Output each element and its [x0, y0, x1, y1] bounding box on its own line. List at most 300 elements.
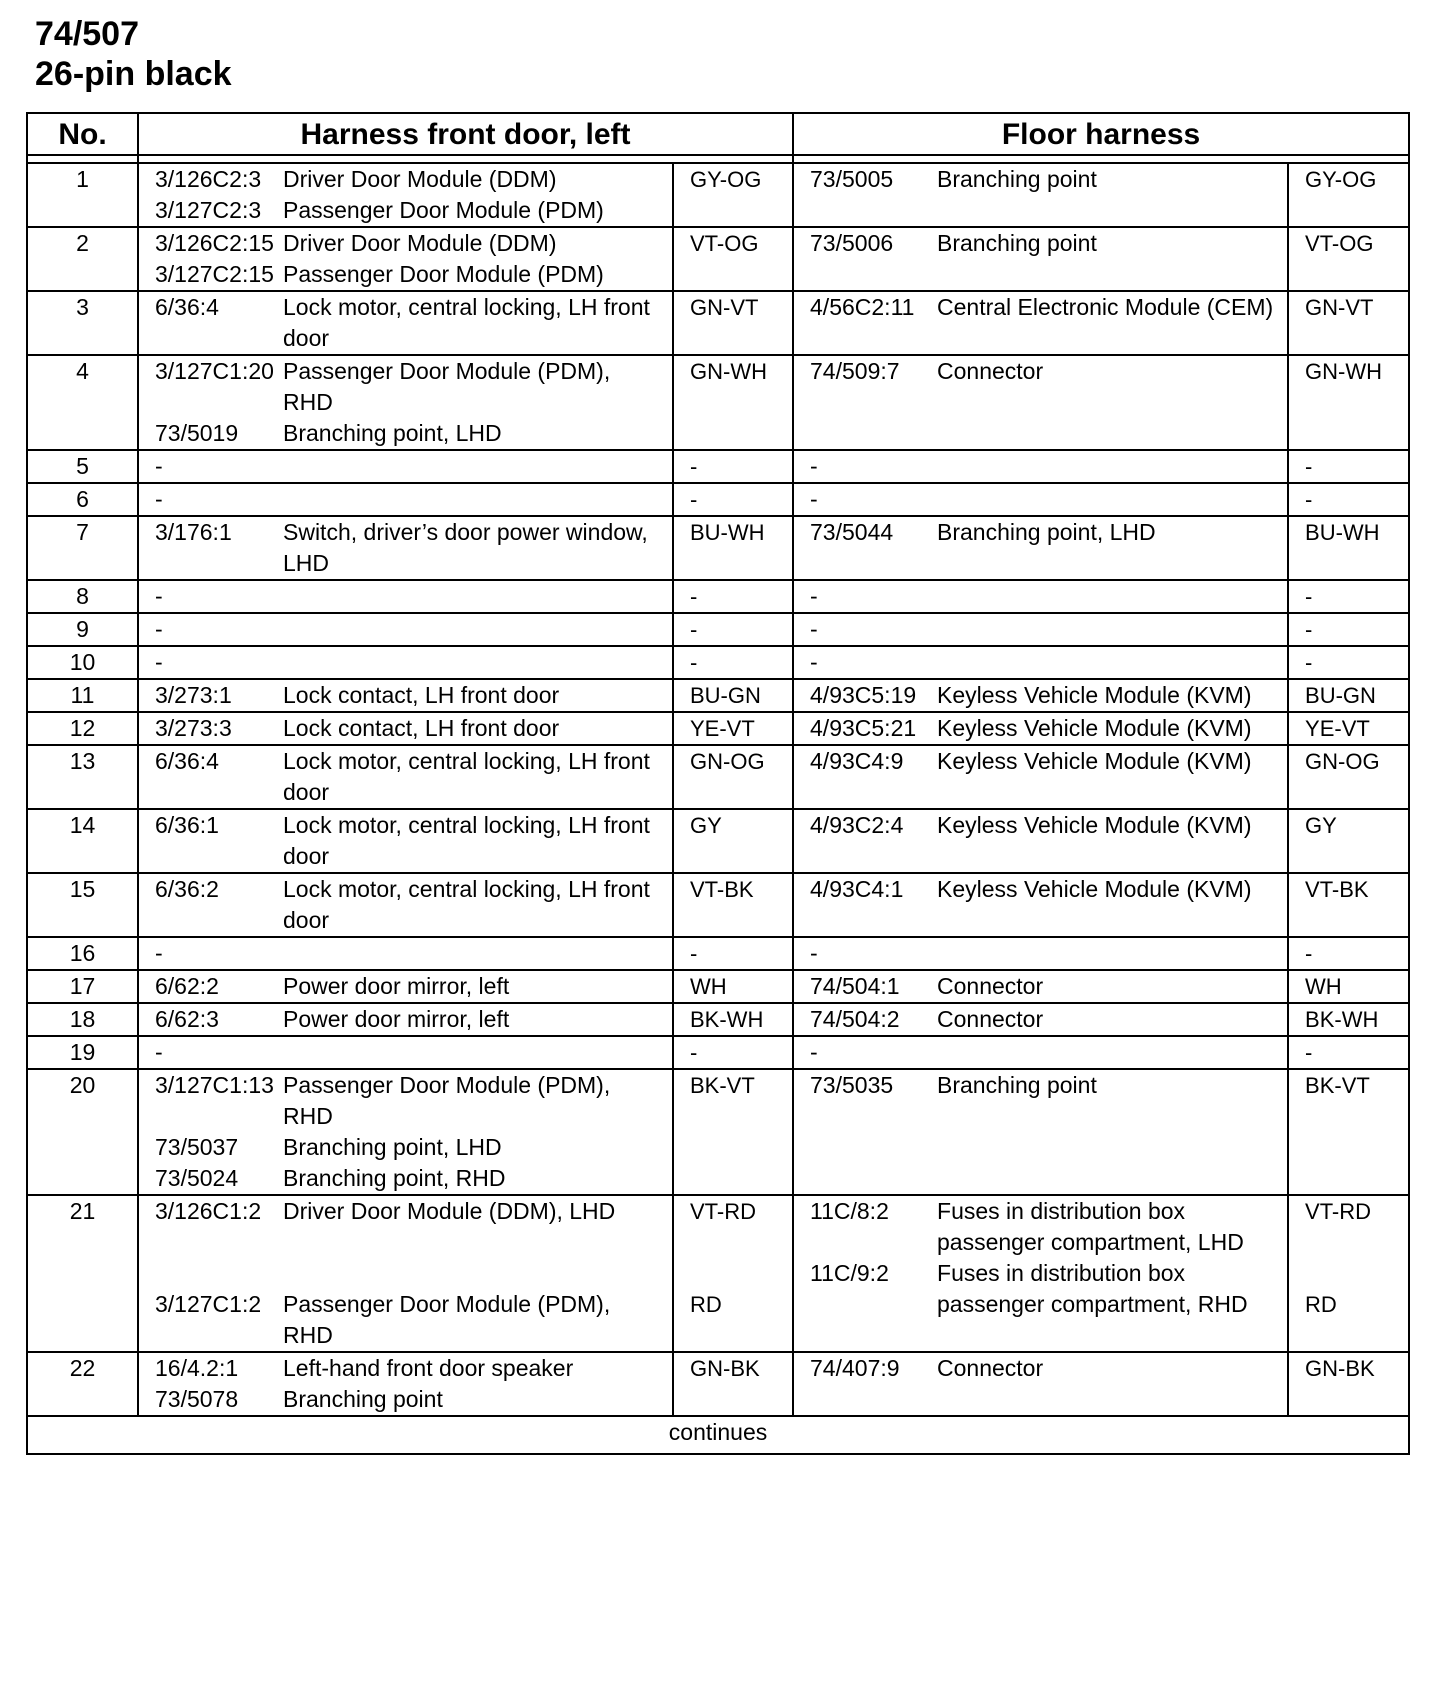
component-desc: Driver Door Module (DDM) [283, 166, 557, 192]
right-entries [793, 873, 1288, 937]
left-color-cell [673, 291, 793, 355]
entry-line [794, 451, 1287, 482]
wire-color: GN-VT [690, 295, 759, 320]
entry-line [139, 164, 672, 195]
component-desc [937, 1037, 1287, 1068]
entry-line [139, 484, 672, 515]
entry-line [139, 680, 672, 711]
component-desc: Keyless Vehicle Module (KVM) [937, 715, 1252, 741]
table-row [27, 580, 1409, 613]
component-code: 73/5005 [810, 166, 894, 192]
component-desc: Power door mirror, left [283, 973, 510, 999]
table-row [27, 1352, 1409, 1416]
component-desc: Connector [937, 1355, 1044, 1381]
table-row [27, 483, 1409, 516]
right-color-cell [1288, 163, 1409, 227]
left-color-cell [673, 937, 793, 970]
component-code: 3/273:1 [155, 682, 232, 708]
wire-color: GN-WH [690, 359, 767, 384]
left-color-cell [673, 1352, 793, 1416]
wire-color: GY-OG [690, 167, 762, 192]
component-code: - [155, 1039, 163, 1065]
component-code: 3/127C2:3 [155, 197, 262, 223]
right-entries [793, 745, 1288, 809]
right-entries [793, 227, 1288, 291]
wire-color: VT-BK [1305, 877, 1369, 902]
left-color-cell [673, 227, 793, 291]
wire-color: - [690, 617, 698, 642]
wire-color: - [690, 650, 698, 675]
entry-line [139, 938, 672, 969]
wire-color: GN-VT [1305, 295, 1374, 320]
right-color-cell [1288, 679, 1409, 712]
right-color-cell [1288, 227, 1409, 291]
entry-line [139, 971, 672, 1002]
left-color-cell [673, 1036, 793, 1069]
right-color-cell [1288, 613, 1409, 646]
entry-line [794, 581, 1287, 612]
pin-number: 11 [27, 679, 138, 712]
table-row [27, 1036, 1409, 1069]
wire-color: VT-RD [1305, 1199, 1372, 1224]
component-code: 74/407:9 [810, 1355, 900, 1381]
component-desc: Keyless Vehicle Module (KVM) [937, 682, 1252, 708]
entry-line [139, 259, 672, 290]
component-desc: Lock motor, central locking, LH front door [283, 748, 650, 805]
left-color-cell [673, 613, 793, 646]
table-body [27, 163, 1409, 1416]
pin-number: 8 [27, 580, 138, 613]
wire-color: GN-OG [1305, 749, 1380, 774]
pin-number: 5 [27, 450, 138, 483]
left-entries [138, 1036, 673, 1069]
entry-line [794, 484, 1287, 515]
entry-line [794, 614, 1287, 645]
component-code: 3/126C2:15 [155, 230, 274, 256]
table-row [27, 355, 1409, 450]
left-entries [138, 227, 673, 291]
right-entries [793, 516, 1288, 580]
entry-line [139, 713, 672, 744]
component-code: 3/176:1 [155, 519, 232, 545]
right-color-cell [1288, 483, 1409, 516]
table-row [27, 1003, 1409, 1036]
table-row [27, 1069, 1409, 1195]
wire-color: VT-RD [690, 1199, 756, 1224]
wire-color: BU-WH [690, 520, 765, 545]
component-code: 6/62:2 [155, 973, 219, 999]
table-row [27, 163, 1409, 227]
wire-color: BK-VT [1305, 1073, 1370, 1098]
component-code: - [810, 486, 818, 512]
pin-number: 2 [27, 227, 138, 291]
component-desc: Passenger Door Module (PDM), RHD [283, 358, 611, 415]
entry-line [139, 418, 672, 449]
connector-id: 74/507 [35, 15, 139, 53]
left-entries [138, 646, 673, 679]
right-color-cell [1288, 970, 1409, 1003]
left-entries [138, 355, 673, 450]
left-color-cell [673, 450, 793, 483]
spacer-line [1289, 1258, 1408, 1289]
component-desc [283, 938, 672, 969]
right-color-cell [1288, 1195, 1409, 1352]
component-desc: Branching point [937, 166, 1097, 192]
component-code: - [155, 616, 163, 642]
component-code: 73/5044 [810, 519, 894, 545]
right-color-cell [1288, 291, 1409, 355]
left-entries [138, 516, 673, 580]
table-row [27, 873, 1409, 937]
right-color-cell [1288, 580, 1409, 613]
left-entries [138, 291, 673, 355]
wire-color: WH [690, 974, 727, 999]
component-desc: Central Electronic Module (CEM) [937, 294, 1274, 320]
wire-color: RD [690, 1292, 722, 1317]
pin-table [26, 112, 1410, 1455]
component-desc: Branching point [283, 1386, 443, 1412]
component-code: 4/93C2:4 [810, 812, 904, 838]
entry-line [794, 1037, 1287, 1068]
component-code: 74/504:2 [810, 1006, 900, 1032]
wire-color: GY-OG [1305, 167, 1377, 192]
left-entries [138, 613, 673, 646]
wire-color: RD [1305, 1292, 1337, 1317]
right-color-cell [1288, 516, 1409, 580]
right-color-cell [1288, 1352, 1409, 1416]
left-color-cell [673, 1003, 793, 1036]
pin-number: 10 [27, 646, 138, 679]
component-code: 4/93C5:21 [810, 715, 917, 741]
right-color-cell [1288, 937, 1409, 970]
component-code: - [155, 649, 163, 675]
component-desc: Keyless Vehicle Module (KVM) [937, 748, 1252, 774]
component-code: 11C/8:2 [810, 1198, 889, 1224]
left-color-cell [673, 163, 793, 227]
table-row [27, 1195, 1409, 1352]
right-entries [793, 646, 1288, 679]
component-desc [283, 484, 672, 515]
right-color-cell [1288, 1036, 1409, 1069]
component-code: 3/127C1:2 [155, 1291, 262, 1317]
component-code: - [155, 486, 163, 512]
wire-color: - [1305, 1040, 1313, 1065]
entry-line [794, 647, 1287, 678]
entry-line [139, 1004, 672, 1035]
left-entries [138, 1352, 673, 1416]
component-desc: Branching point, LHD [283, 420, 502, 446]
wire-color: - [690, 487, 698, 512]
table-row [27, 970, 1409, 1003]
right-color-cell [1288, 745, 1409, 809]
entry-line [139, 451, 672, 482]
left-entries [138, 679, 673, 712]
spacer-line [139, 1258, 672, 1289]
wire-color: GY [1305, 813, 1337, 838]
component-code: 3/126C1:2 [155, 1198, 262, 1224]
left-color-cell [673, 580, 793, 613]
left-entries [138, 970, 673, 1003]
wire-color: - [690, 1040, 698, 1065]
wire-color: - [1305, 617, 1313, 642]
component-desc: Fuses in distribution box passenger compartment, LHD [937, 1198, 1244, 1255]
pin-info: 26-pin black [35, 55, 232, 93]
component-desc: Left-hand front door speaker [283, 1355, 574, 1381]
pin-number: 9 [27, 613, 138, 646]
right-entries [793, 970, 1288, 1003]
component-code: 6/62:3 [155, 1006, 219, 1032]
component-code: 3/127C2:15 [155, 261, 274, 287]
component-desc: Fuses in distribution box passenger compartment, RHD [937, 1260, 1248, 1317]
wire-color: GY [690, 813, 722, 838]
component-code: - [155, 940, 163, 966]
entry-line [794, 164, 1287, 195]
entry-line [794, 1353, 1287, 1384]
wire-color: GN-OG [690, 749, 765, 774]
pin-number: 19 [27, 1036, 138, 1069]
right-entries [793, 355, 1288, 450]
entry-line [794, 517, 1287, 548]
left-entries [138, 712, 673, 745]
header-spacer [27, 155, 1409, 163]
left-entries [138, 163, 673, 227]
col-left-header: Harness front door, left [138, 113, 793, 155]
right-entries [793, 1069, 1288, 1195]
pin-number: 4 [27, 355, 138, 450]
table-row [27, 613, 1409, 646]
table-row [27, 679, 1409, 712]
right-entries [793, 1036, 1288, 1069]
left-entries [138, 450, 673, 483]
component-desc: Branching point, RHD [283, 1165, 506, 1191]
right-entries [793, 937, 1288, 970]
table-row [27, 712, 1409, 745]
wire-color: GN-BK [690, 1356, 760, 1381]
entry-line [139, 292, 672, 354]
component-desc [937, 451, 1287, 482]
wire-color: BK-WH [690, 1007, 764, 1032]
component-desc: Driver Door Module (DDM), LHD [283, 1198, 616, 1224]
left-color-cell [673, 873, 793, 937]
wire-color: BU-GN [1305, 683, 1376, 708]
component-desc: Lock motor, central locking, LH front door [283, 294, 650, 351]
spacer-line [1289, 1227, 1408, 1258]
component-desc: Passenger Door Module (PDM), RHD [283, 1291, 611, 1348]
pin-number: 16 [27, 937, 138, 970]
component-code: 73/5024 [155, 1165, 239, 1191]
entry-line [139, 810, 672, 872]
left-entries [138, 483, 673, 516]
table-row [27, 745, 1409, 809]
component-code: 74/509:7 [810, 358, 900, 384]
right-entries [793, 1352, 1288, 1416]
component-desc: Branching point [937, 1072, 1097, 1098]
left-entries [138, 745, 673, 809]
component-code: 73/5078 [155, 1386, 239, 1412]
wire-color: BU-WH [1305, 520, 1380, 545]
left-entries [138, 1003, 673, 1036]
wire-color: - [690, 454, 698, 479]
right-entries [793, 291, 1288, 355]
component-code: 73/5006 [810, 230, 894, 256]
component-desc [937, 938, 1287, 969]
component-desc: Lock contact, LH front door [283, 715, 560, 741]
right-entries [793, 712, 1288, 745]
component-desc: Branching point [937, 230, 1097, 256]
table-row [27, 937, 1409, 970]
right-entries [793, 483, 1288, 516]
entry-line [794, 810, 1287, 841]
component-code: 16/4.2:1 [155, 1355, 239, 1381]
component-code: 6/36:1 [155, 812, 219, 838]
right-color-cell [1288, 355, 1409, 450]
pin-number: 15 [27, 873, 138, 937]
continues-note: continues [27, 1416, 1409, 1454]
pin-number: 17 [27, 970, 138, 1003]
entry-line [794, 1258, 1287, 1320]
entry-line [139, 581, 672, 612]
component-desc: Connector [937, 1006, 1044, 1032]
component-desc: Lock contact, LH front door [283, 682, 560, 708]
pin-number: 22 [27, 1352, 138, 1416]
right-color-cell [1288, 450, 1409, 483]
left-color-cell [673, 483, 793, 516]
left-color-cell [673, 679, 793, 712]
wire-color: - [1305, 584, 1313, 609]
wire-color: - [1305, 454, 1313, 479]
table-footer-row [27, 1416, 1409, 1454]
component-desc [283, 647, 672, 678]
wire-color: BK-VT [690, 1073, 755, 1098]
entry-line [139, 1163, 672, 1194]
component-desc: Branching point, LHD [937, 519, 1156, 545]
right-color-cell [1288, 712, 1409, 745]
component-desc: Power door mirror, left [283, 1006, 510, 1032]
right-entries [793, 580, 1288, 613]
component-desc [937, 647, 1287, 678]
component-code: 6/36:4 [155, 294, 219, 320]
wire-color: YE-VT [1305, 716, 1370, 741]
pin-number: 14 [27, 809, 138, 873]
component-desc: Lock motor, central locking, LH front door [283, 876, 650, 933]
wire-color: GN-BK [1305, 1356, 1375, 1381]
entry-line [794, 971, 1287, 1002]
component-desc: Lock motor, central locking, LH front door [283, 812, 650, 869]
pin-number: 1 [27, 163, 138, 227]
wire-color: VT-OG [1305, 231, 1374, 256]
left-color-cell [673, 1069, 793, 1195]
pin-number: 18 [27, 1003, 138, 1036]
entry-line [794, 713, 1287, 744]
table-row [27, 291, 1409, 355]
pin-number: 12 [27, 712, 138, 745]
component-code: 3/273:3 [155, 715, 232, 741]
col-no-header: No. [27, 113, 138, 155]
entry-line [794, 292, 1287, 323]
wire-color: - [690, 584, 698, 609]
component-code: - [155, 453, 163, 479]
pin-number: 3 [27, 291, 138, 355]
component-desc: Driver Door Module (DDM) [283, 230, 557, 256]
table-header-row [27, 113, 1409, 155]
entry-line [794, 938, 1287, 969]
component-desc: Connector [937, 358, 1044, 384]
pin-number: 6 [27, 483, 138, 516]
spacer-line [139, 1227, 672, 1258]
component-code: 73/5035 [810, 1072, 894, 1098]
component-code: 4/93C4:9 [810, 748, 904, 774]
entry-line [139, 1037, 672, 1068]
wire-color: VT-BK [690, 877, 754, 902]
entry-line [139, 356, 672, 418]
component-code: - [810, 616, 818, 642]
component-code: 74/504:1 [810, 973, 900, 999]
component-code: - [810, 453, 818, 479]
left-entries [138, 1195, 673, 1352]
component-code: 4/56C2:11 [810, 294, 915, 320]
wire-color: VT-OG [690, 231, 759, 256]
component-code: 6/36:2 [155, 876, 219, 902]
table-row [27, 646, 1409, 679]
right-color-cell [1288, 1003, 1409, 1036]
entry-line [139, 1353, 672, 1384]
entry-line [139, 1384, 672, 1415]
left-color-cell [673, 355, 793, 450]
component-desc [283, 451, 672, 482]
component-desc: Switch, driver’s door power window, LHD [283, 519, 648, 576]
left-entries [138, 809, 673, 873]
right-color-cell [1288, 873, 1409, 937]
component-desc: Passenger Door Module (PDM) [283, 261, 604, 287]
right-color-cell [1288, 809, 1409, 873]
left-entries [138, 937, 673, 970]
component-desc [283, 581, 672, 612]
spacer-line [674, 1227, 792, 1258]
wire-color: - [1305, 487, 1313, 512]
component-code: 3/127C1:20 [155, 358, 274, 384]
component-code: 11C/9:2 [810, 1260, 889, 1286]
wire-color: BK-WH [1305, 1007, 1379, 1032]
component-desc [283, 1037, 672, 1068]
component-desc: Connector [937, 973, 1044, 999]
right-entries [793, 163, 1288, 227]
entry-line [139, 195, 672, 226]
pin-number: 20 [27, 1069, 138, 1195]
left-entries [138, 873, 673, 937]
entry-line [139, 746, 672, 808]
right-entries [793, 1195, 1288, 1352]
wire-color: GN-WH [1305, 359, 1382, 384]
right-color-cell [1288, 646, 1409, 679]
table-row [27, 450, 1409, 483]
right-color-cell [1288, 1069, 1409, 1195]
table-row [27, 516, 1409, 580]
left-color-cell [673, 712, 793, 745]
pin-number: 13 [27, 745, 138, 809]
component-code: 73/5037 [155, 1134, 239, 1160]
component-desc: Branching point, LHD [283, 1134, 502, 1160]
pin-number: 21 [27, 1195, 138, 1352]
component-code: - [810, 940, 818, 966]
entry-line [794, 228, 1287, 259]
left-color-cell [673, 970, 793, 1003]
entry-line [794, 356, 1287, 387]
left-color-cell [673, 745, 793, 809]
right-entries [793, 613, 1288, 646]
col-right-header: Floor harness [793, 113, 1409, 155]
right-entries [793, 1003, 1288, 1036]
left-color-cell [673, 809, 793, 873]
